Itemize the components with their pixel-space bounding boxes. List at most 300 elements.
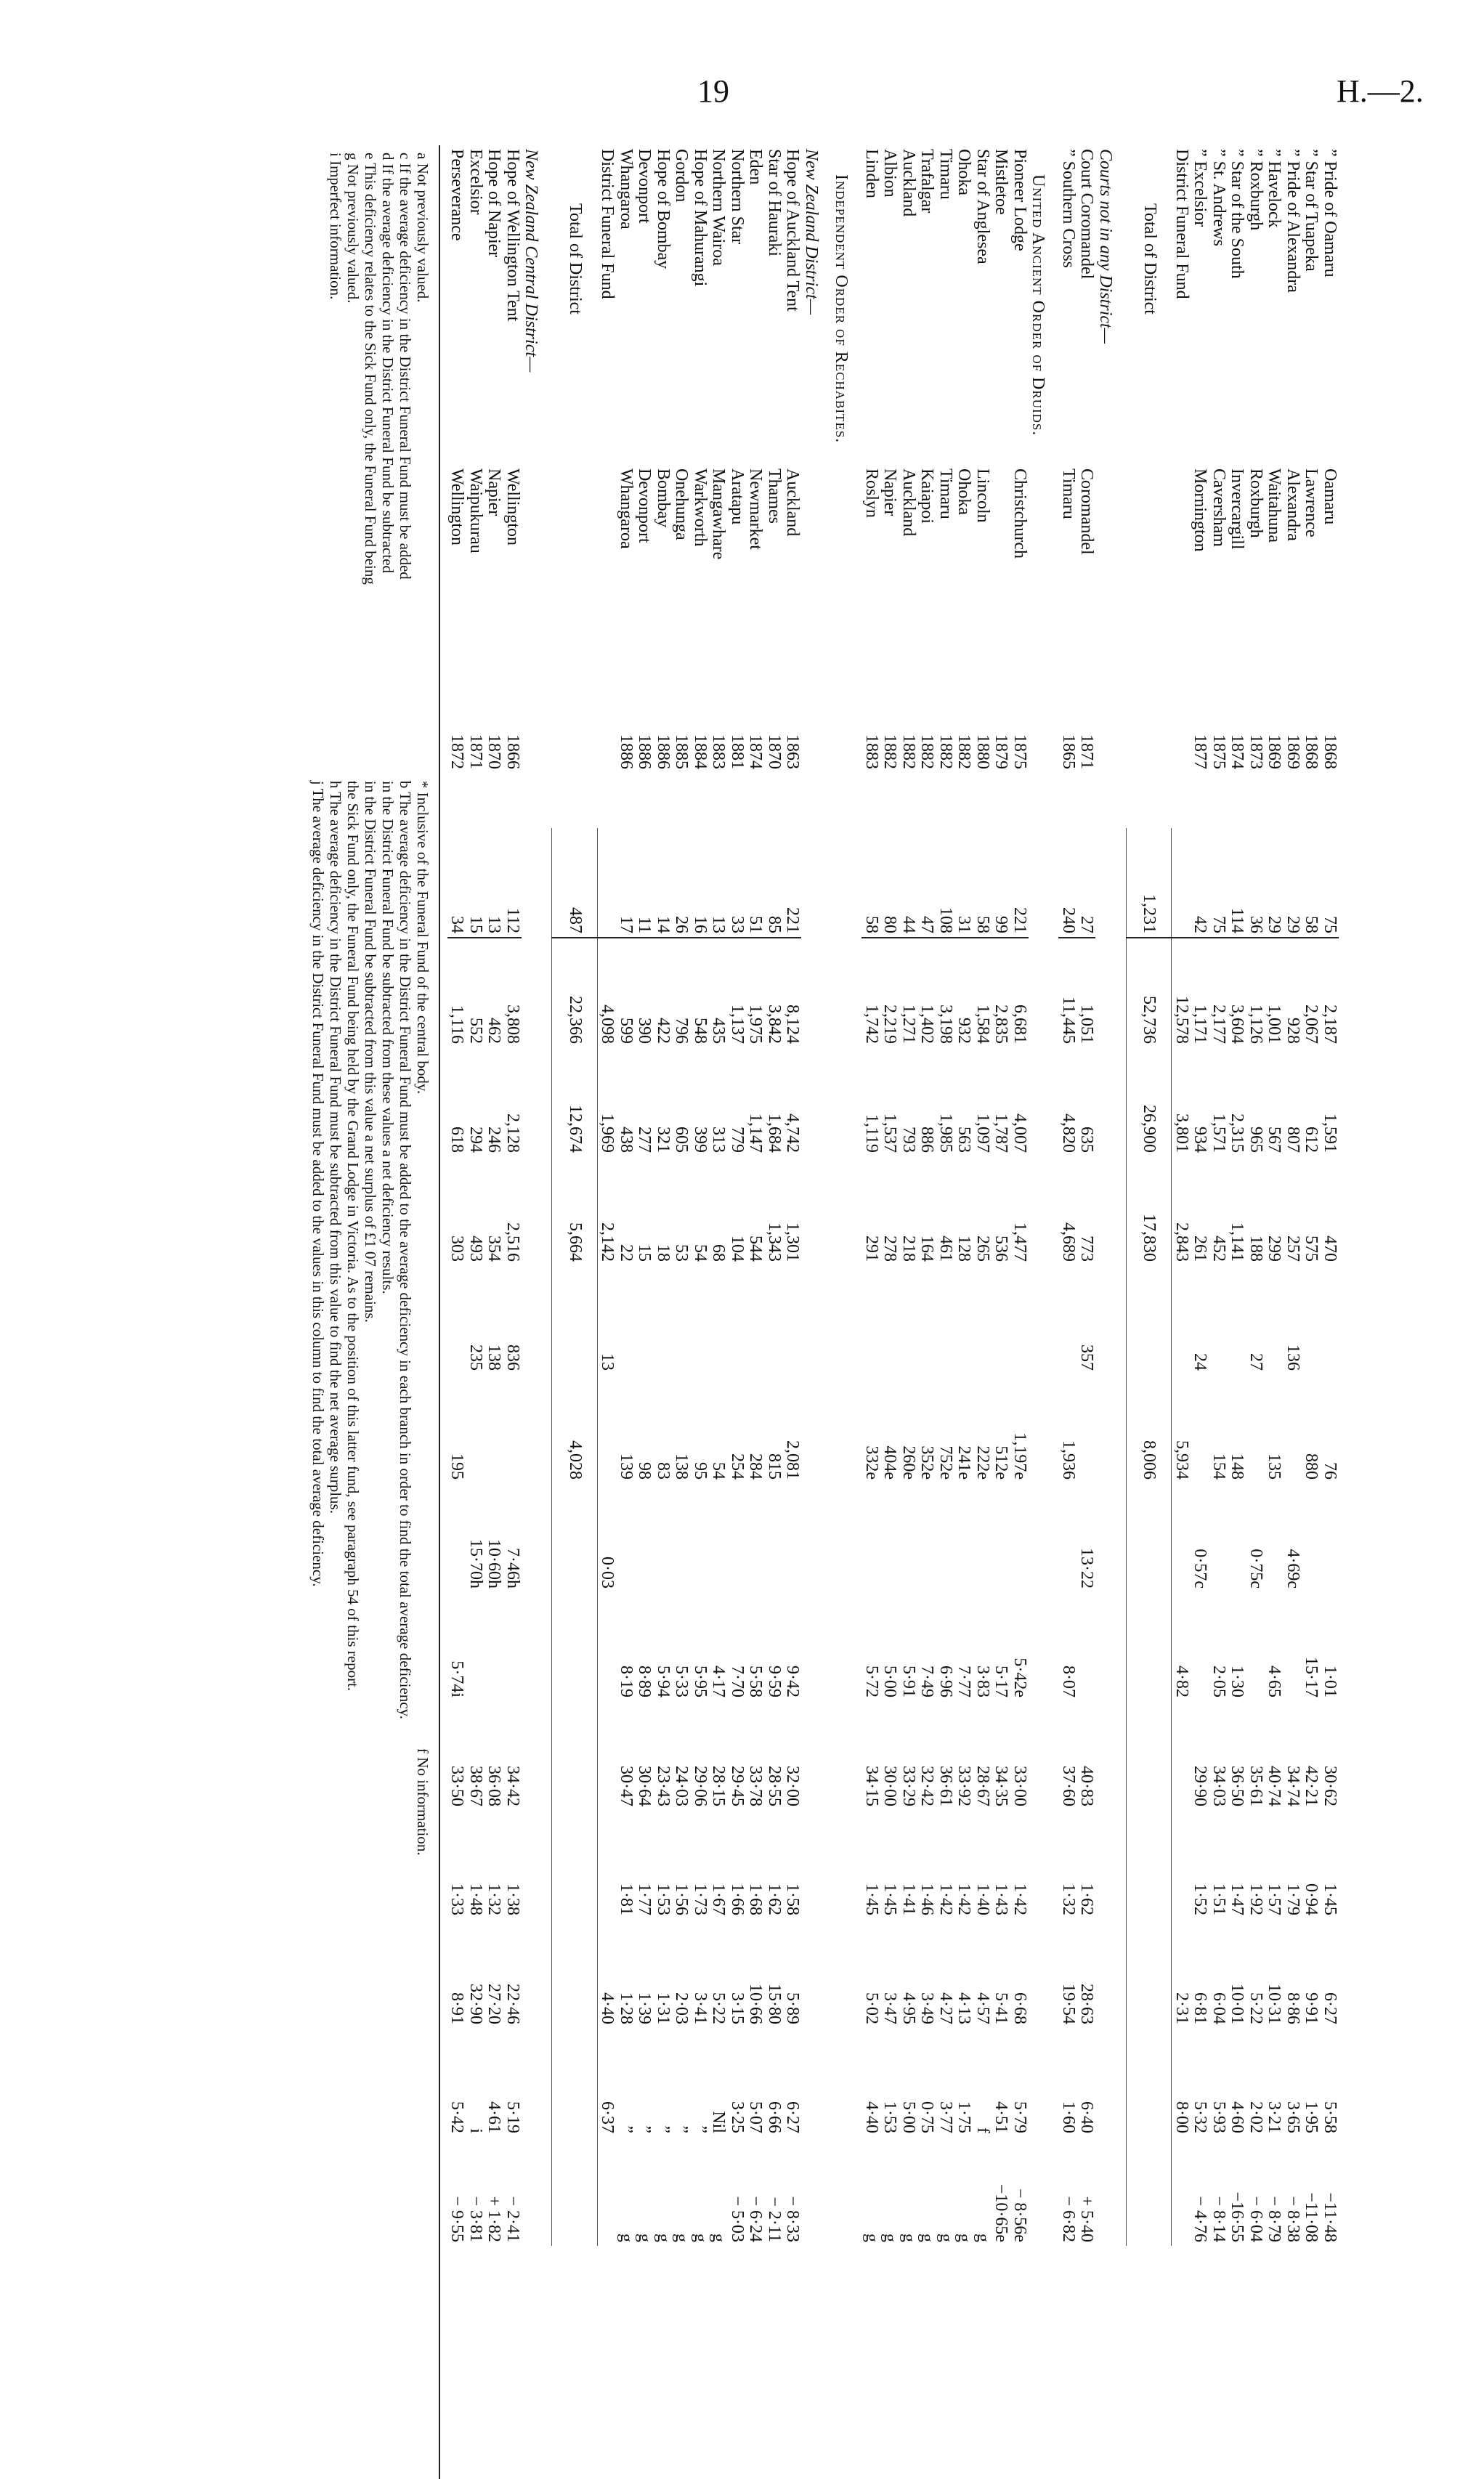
ditto-column [1172,792,1191,828]
footnote-line: a Not previously valued. [414,153,431,303]
value-cell [936,1483,955,1592]
value-cell: 99 [992,828,1010,938]
value-cell: 154 [1209,1453,1228,1480]
value-cell: 4,007 [1010,1113,1029,1153]
value-cell [917,1483,936,1592]
row-year: 1870 [484,734,504,769]
footnote-line: h The average deficiency in the District Funeral Fund must be subtracted from this value to find the net average surplus. [327,780,344,1514]
value-cell: 1,116 [447,1005,467,1044]
row-name: Trafalgar [917,149,937,214]
value-cell: g [880,2233,900,2242]
footnote-rule [439,145,440,2479]
value-cell: 493 [466,1236,485,1262]
value-cell: 815 [765,1453,784,1480]
value-cell: 36·08 [484,1766,504,1806]
value-cell: 29·90 [1191,1766,1210,1806]
value-cell: 435 [709,1018,729,1044]
row-name: Excelsior [466,149,485,215]
value-cell: 2,177 [1209,1005,1228,1044]
row-place: Caversham [1209,468,1228,547]
value-cell [746,1265,765,1374]
value-cell: 1,147 [746,1113,766,1153]
value-cell [1246,1592,1265,1701]
value-cell: 5·94 [654,1665,673,1697]
value-cell [936,1265,955,1374]
total-label: Total of District [566,203,585,315]
value-cell: 1,969 [598,1113,617,1153]
value-cell: 5·19 [503,2101,522,2133]
value-cell [1209,1483,1228,1592]
value-cell: 3,604 [1228,1005,1247,1044]
value-cell: 12,578 [1172,996,1191,1044]
value-cell: 291 [862,1236,881,1262]
value-cell: 29·06 [691,1766,710,1806]
value-cell: 605 [672,1127,692,1153]
value-cell: 4,098 [598,1005,617,1044]
row-name: Whangaroa [617,149,636,230]
value-cell: 42 [1191,828,1209,938]
value-cell: 3·15 [728,1992,747,2024]
value-cell: 1·33 [447,1883,467,1915]
value-cell: 294 [466,1127,485,1153]
row-name: District Funeral Fund [598,149,617,299]
table-row [862,145,881,2246]
table-row [802,145,832,2246]
value-cell: 135 [1265,1453,1284,1480]
total-value [1127,1810,1172,1919]
value-cell [598,1701,617,1810]
value-cell [917,1265,936,1374]
value-cell [880,1265,899,1374]
footnote-line: i Imperfect information. [327,153,344,300]
ditto-column [672,792,691,828]
footnote-line: c If the average deficiency in the District Funeral Fund must be added [397,153,414,580]
row-name: Mistletoe [992,149,1011,215]
friendly-societies-table [447,145,1339,2246]
value-cell: 42·21 [1302,1766,1321,1806]
total-value: 8,006 [1127,1374,1172,1483]
total-value [552,1919,598,2028]
value-cell [654,1265,673,1374]
value-cell: 246 [484,1127,504,1153]
row-place: Lawrence [1302,468,1321,537]
row-year: 1885 [672,734,692,769]
value-cell [1059,1483,1078,1592]
value-cell: 58 [862,828,881,938]
total-value [1127,1483,1172,1592]
value-cell: 28·63 [1077,1984,1097,2024]
value-cell: 5·79 [1010,2101,1029,2133]
value-cell: 512e [992,1445,1011,1480]
value-cell: 5·95 [691,1665,710,1697]
value-cell: 1·79 [1284,1883,1302,1915]
value-cell: 37·60 [1059,1766,1078,1806]
value-cell: 98 [635,1462,654,1480]
total-value [1127,1701,1172,1810]
value-cell: 932 [954,1018,974,1044]
ditto-column [447,792,466,828]
value-cell: 284 [746,1453,766,1480]
value-cell: 15 [466,828,485,938]
value-cell: 6·27 [783,2101,803,2133]
total-value [552,1592,598,1701]
footnote-line: in the District Funeral Fund be subtracted from these values a net deficiency results. [379,780,397,1294]
total-value: 52,736 [1127,938,1172,1047]
row-year: 1868 [1321,734,1339,769]
ditto-column [1246,792,1265,828]
value-cell: 4·61 [484,2101,504,2133]
value-cell: 0·94 [1302,1883,1321,1915]
value-cell: 3·83 [973,1665,992,1697]
row-place: Roxburgh [1246,468,1265,538]
value-cell: 1,584 [973,1005,992,1044]
value-cell: 1,402 [917,1005,937,1044]
row-name: ” Southern Cross [1059,149,1078,268]
value-cell: 7·49 [917,1665,937,1697]
row-name: Hope of Mahurangi [691,149,710,287]
value-cell: 4·40 [862,2101,881,2133]
value-cell: 34·74 [1284,1766,1302,1806]
value-cell: 23·43 [654,1766,673,1806]
value-cell: ” [617,2125,636,2133]
value-cell: ” [654,2125,673,2133]
table-row [1321,145,1339,2246]
value-cell: 3·25 [728,2101,747,2133]
value-cell: i [466,2128,485,2133]
value-cell: 5·33 [672,1665,692,1697]
value-cell: 4·57 [973,1992,992,2024]
value-cell: 1·28 [617,1992,636,2024]
value-cell: 1·81 [617,1883,636,1915]
ditto-column [1228,792,1246,828]
value-cell: 136 [1284,1344,1302,1371]
row-place: Ohoka [954,468,974,515]
value-cell [746,1483,765,1592]
row-year: 1868 [1302,734,1321,769]
value-cell: 0·57c [1191,1549,1210,1589]
ditto-column [880,792,899,828]
row-place: Lincoln [973,468,992,523]
value-cell: 36·50 [1228,1766,1247,1806]
value-cell: 221 [1010,828,1029,938]
table-row [1209,145,1228,2246]
value-cell: − 6·82 [1059,2196,1078,2242]
value-cell: 26 [672,828,691,938]
value-cell: 4,689 [1059,1222,1078,1262]
value-cell: 1·52 [1191,1883,1210,1915]
value-cell: 438 [617,1127,636,1153]
value-cell: 1·01 [1321,1665,1339,1697]
value-cell: 793 [899,1127,918,1153]
row-name: Court Coromandel [1077,149,1097,280]
value-cell: 15·70h [466,1539,485,1589]
value-cell: 1·43 [992,1883,1011,1915]
total-value: 1,231 [1127,828,1172,938]
table-row [973,145,992,2246]
row-year [598,712,617,792]
value-cell: 2,187 [1321,1005,1339,1044]
table-row [598,145,617,2246]
value-cell: 422 [654,1018,673,1044]
value-cell: 1·53 [654,1883,673,1915]
total-value [552,2028,598,2137]
value-cell: 544 [746,1236,766,1262]
value-cell: 1,137 [728,1005,747,1044]
footnotes-main [309,781,431,1719]
value-cell [691,1483,710,1592]
value-cell: 27 [1246,1353,1265,1371]
row-year: 1875 [1209,734,1228,769]
value-cell: 3·77 [936,2101,955,2133]
value-cell: 33 [728,828,747,938]
value-cell: 3,808 [503,1005,522,1044]
value-cell: 53 [672,1244,692,1262]
value-cell: 880 [1302,1453,1321,1480]
value-cell: 40·74 [1265,1766,1284,1806]
value-cell: 5·22 [1246,1992,1265,2024]
row-place: Napier [484,468,504,516]
value-cell: 6·04 [1209,1992,1228,2024]
value-cell: 7·77 [954,1665,974,1697]
table-row [1077,145,1096,2246]
value-cell: 34·35 [992,1766,1011,1806]
value-cell: 313 [709,1127,729,1153]
footnote-line: e This deficiency relates to the Sick Fund only, the Funeral Fund being [362,153,379,585]
value-cell: 8·86 [1284,1992,1302,2024]
ditto-column [1321,792,1339,828]
value-cell: 332e [862,1445,881,1480]
value-cell: 15·80 [765,1984,784,2024]
value-cell [1172,828,1191,938]
value-cell: 2·03 [672,1992,692,2024]
table-row [1228,145,1246,2246]
value-cell: − 6·04 [1246,2196,1265,2242]
value-cell: g [672,2233,692,2242]
value-cell: 352e [917,1445,937,1480]
row-year: 1866 [503,734,522,769]
value-cell: g [691,2233,710,2242]
value-cell: 4·27 [936,1992,955,2024]
total-value [1127,2137,1172,2246]
ditto-column [484,792,503,828]
value-cell [728,1265,747,1374]
value-cell: 6·81 [1191,1992,1210,2024]
row-place: Bombay [654,468,673,528]
value-cell: 3·49 [917,1992,937,2024]
value-cell: 13·22 [1077,1548,1097,1589]
table-row [1265,145,1284,2246]
row-year: 1873 [1246,734,1265,769]
footnote-line: in the District Funeral Fund be subtracted from this value a net surplus of £1 07 remains. [362,780,379,1323]
value-cell: 33·29 [899,1766,918,1806]
row-place: Waitahuna [1265,468,1284,543]
table-row [1172,145,1191,2246]
total-value: 5,664 [552,1156,598,1265]
row-place: Devonport [635,468,654,543]
value-cell: 462 [484,1018,504,1044]
value-cell: 5·02 [862,1992,881,2024]
row-year: 1882 [917,734,937,769]
total-value [552,1265,598,1374]
ditto-column [709,792,728,828]
footnote-line: f No information. [414,1748,431,1856]
value-cell: 8·19 [617,1665,636,1697]
value-cell [1172,1265,1191,1374]
value-cell: g [954,2233,974,2242]
value-cell: 4,820 [1059,1113,1078,1153]
value-cell: 1·39 [635,1992,654,2024]
value-cell: 104 [728,1236,747,1262]
row-year: 1869 [1284,734,1302,769]
value-cell: 357 [1077,1344,1097,1371]
value-cell: 1,477 [1010,1222,1029,1262]
row-year: 1880 [973,734,992,769]
ditto-column [992,792,1010,828]
row-year: 1882 [899,734,918,769]
value-cell: 32·90 [466,1984,485,2024]
table-row [617,145,636,2246]
value-cell: 321 [654,1127,673,1153]
section-heading: Courts not in any District— [1096,149,1115,344]
total-value: 12,674 [552,1047,598,1156]
value-cell [1010,1483,1029,1592]
value-cell: 34·42 [503,1766,522,1806]
value-cell: 3,801 [1172,1113,1191,1153]
value-cell: 8·89 [635,1665,654,1697]
value-cell [484,1374,503,1483]
value-cell: 4·60 [1228,2101,1247,2133]
value-cell [1209,1265,1228,1374]
value-cell: 261 [1191,1236,1210,1262]
value-cell: 221 [783,828,802,938]
value-cell: 33·78 [746,1766,766,1806]
row-year: 1884 [691,734,710,769]
table-row [466,145,485,2246]
value-cell: 11 [635,828,654,938]
value-cell: 34·15 [862,1766,881,1806]
row-name: Star of Hauraki [765,149,784,256]
value-cell: 257 [1284,1236,1302,1262]
row-year: 1871 [1077,734,1097,769]
value-cell: 752e [936,1445,955,1480]
row-year: 1877 [1191,734,1210,769]
table-row [899,145,918,2246]
value-cell: −11·48 [1321,2192,1339,2242]
value-cell: 40·83 [1077,1766,1097,1806]
value-cell: 404e [880,1445,900,1480]
ditto-column [783,792,802,828]
row-place: Auckland [899,468,918,537]
value-cell: 13 [709,828,728,938]
total-value: 26,900 [1127,1047,1172,1156]
value-cell: 34·03 [1209,1766,1228,1806]
row-place [992,465,1010,712]
value-cell: 303 [447,1236,467,1262]
row-year: 1883 [862,734,881,769]
value-cell: 548 [691,1018,710,1044]
value-cell: 1·73 [691,1883,710,1915]
value-cell: 1·45 [880,1883,900,1915]
table-row [832,145,862,2246]
table-row [1284,145,1302,2246]
value-cell [973,1483,992,1592]
value-cell: 5·07 [746,2101,766,2133]
value-cell: 1·32 [1059,1883,1078,1915]
row-name: Northern Wairoa [709,149,729,266]
table-row [936,145,955,2246]
value-cell [1265,1265,1284,1374]
value-cell [1172,2137,1191,2246]
value-cell: 18 [654,1244,673,1262]
value-cell: 599 [617,1018,636,1044]
row-place: Roslyn [862,468,881,519]
value-cell: 4·82 [1172,1665,1191,1697]
row-name: ” Star of Tuapeka [1302,149,1321,272]
value-cell: 536 [992,1236,1011,1262]
row-place: Oamaru [1321,468,1339,525]
row-year: 1869 [1265,734,1284,769]
value-cell: 128 [954,1236,974,1262]
row-place: Onehunga [672,468,692,540]
value-cell: 779 [728,1127,747,1153]
value-cell: 112 [503,828,522,938]
total-value [552,1483,598,1592]
table-row [783,145,802,2246]
value-cell: 1,684 [765,1113,784,1153]
value-cell: 2,315 [1228,1113,1247,1153]
value-cell: 399 [691,1127,710,1153]
value-cell: 5·32 [1191,2101,1210,2133]
value-cell: 22·46 [503,1984,522,2024]
value-cell [880,1483,899,1592]
value-cell: 6·37 [598,2101,617,2133]
value-cell [635,1265,654,1374]
value-cell: 3·41 [691,1992,710,2024]
value-cell: 35·61 [1246,1766,1265,1806]
ditto-column [973,792,992,828]
table-body [447,145,1339,2246]
value-cell [1077,1374,1096,1483]
value-cell: 6,681 [1010,1005,1029,1044]
value-cell: −10·65e [992,2183,1011,2242]
value-cell [1284,1374,1302,1483]
value-cell: 10·60h [484,1539,504,1589]
row-year: 1881 [728,734,747,769]
value-cell: 3·65 [1284,2101,1302,2133]
value-cell: 29·45 [728,1766,747,1806]
value-cell: 796 [672,1018,692,1044]
total-value: 22,366 [552,938,598,1047]
table-row [917,145,936,2246]
ditto-column [728,792,747,828]
row-year: 1882 [954,734,974,769]
value-cell: 8·07 [1059,1665,1078,1697]
value-cell: 4·51 [992,2101,1011,2133]
value-cell: 1·38 [503,1883,522,1915]
value-cell: 24 [1191,1353,1210,1371]
value-cell: 299 [1265,1236,1284,1262]
table-row [635,145,654,2246]
value-cell: 4,742 [783,1113,803,1153]
value-cell: 254 [728,1453,747,1480]
value-cell: 278 [880,1236,900,1262]
ditto-column [954,792,973,828]
value-cell: g [862,2233,881,2242]
value-cell [598,1374,617,1483]
value-cell: 36·61 [936,1766,955,1806]
row-place: Wellington [447,468,467,546]
total-value [552,1810,598,1919]
